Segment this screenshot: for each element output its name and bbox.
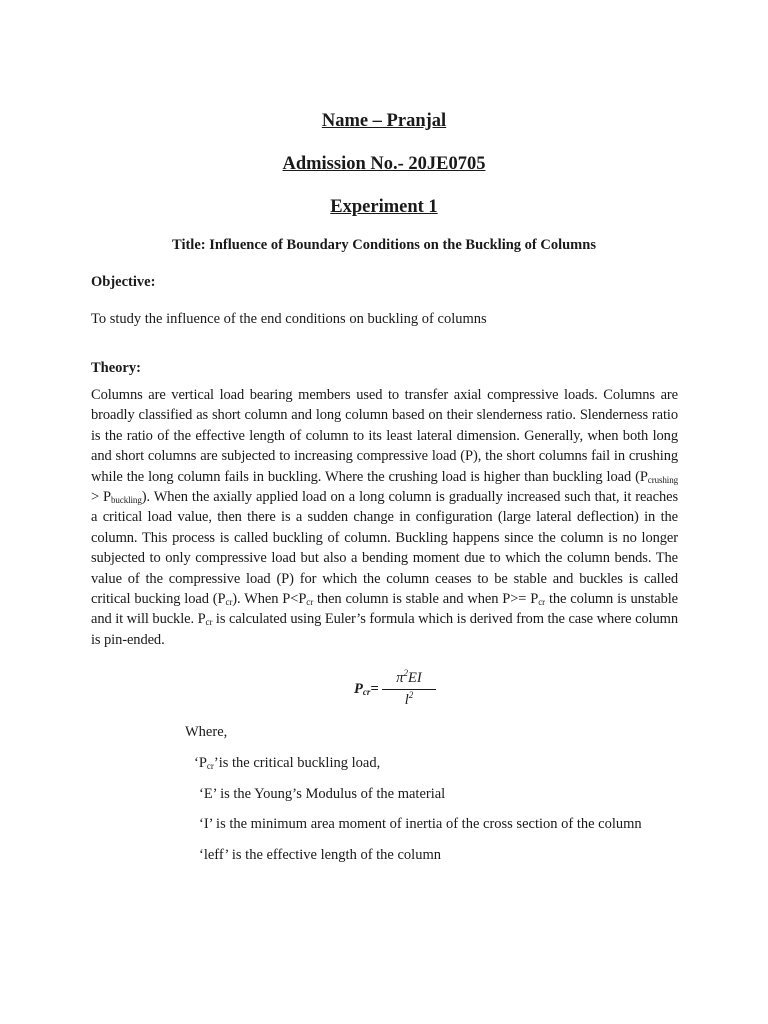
formula-numerator: $\pi^2EI$ bbox=[396, 668, 422, 686]
objective-text: To study the influence of the end conditions on buckling of columns bbox=[91, 311, 487, 327]
admission-heading: Admission No.- 20JE0705 bbox=[282, 154, 486, 174]
formula-fraction bbox=[379, 670, 439, 709]
subscript-cr: cr bbox=[205, 617, 213, 628]
theory-text-1: Columns are vertical load bearing members used to transfer axial compressive loads. Columns are broadly classified as short column and long column based on their slenderness ratio. Slenderness ratio is the ratio of the effective length of column to its least lateral dimension. Generally, when both long and short columns are subjected to increasing compressive load (P), the short columns fail in crushing while the long column fails in buckling. Where the crushing load is higher than buckling load (P bbox=[91, 387, 678, 485]
subscript-buckling: buckling bbox=[111, 495, 142, 506]
subscript-cr: cr bbox=[306, 597, 314, 608]
subscript-cr: cr bbox=[225, 597, 233, 608]
theory-text-4: then column is stable and when P>= P bbox=[313, 591, 539, 608]
objective-heading: Objective: bbox=[91, 274, 156, 290]
title-line: Title: Influence of Boundary Conditions on the Buckling of Columns bbox=[172, 237, 596, 253]
theory-text-5: the column is unstable and it will buckle. P bbox=[91, 591, 678, 628]
subscript-crushing: crushing bbox=[647, 474, 678, 485]
experiment-heading: Experiment 1 bbox=[330, 197, 438, 217]
theory-text-6: is calculated using Euler’s formula which is derived from the case where column is pin-ended. bbox=[91, 611, 678, 648]
where-item-i: ‘I’ is the minimum area moment of inertia of the cross section of the column bbox=[199, 816, 642, 832]
formula-denominator: $l^2$ bbox=[404, 690, 414, 708]
theory-text-3: ). When P<P bbox=[232, 591, 307, 608]
name-heading: Name – Pranjal bbox=[321, 111, 447, 131]
where-item-pcr: ‘$P_{cr}’is$ the critical buckling load, bbox=[194, 755, 381, 771]
where-item-e: ‘E’ is the Young’s Modulus of the material bbox=[199, 786, 446, 802]
theory-text-2: ). When the axially applied load on a long column is gradually increased such that, it reaches a critical load value, then there is a sudden change in configuration (large lateral deflection) in the column. This process is called buckling of column. Buckling happens since the column is no longer subjected to only compressive load but also a bending moment due to which the column bends. The value of the compressive load (P) for which the column ceases to be stable and buckles is called critical bucking load (P bbox=[91, 489, 679, 608]
theory-text-gt: > P bbox=[91, 489, 112, 506]
subscript-cr: cr bbox=[538, 597, 546, 608]
theory-heading: Theory: bbox=[91, 360, 141, 376]
where-heading: Where, bbox=[185, 724, 228, 740]
where-item-leff: ‘leff’ is the effective length of the column bbox=[199, 847, 441, 863]
formula-lhs: $P_{cr}=$ bbox=[354, 681, 379, 697]
theory-paragraph bbox=[91, 385, 678, 650]
